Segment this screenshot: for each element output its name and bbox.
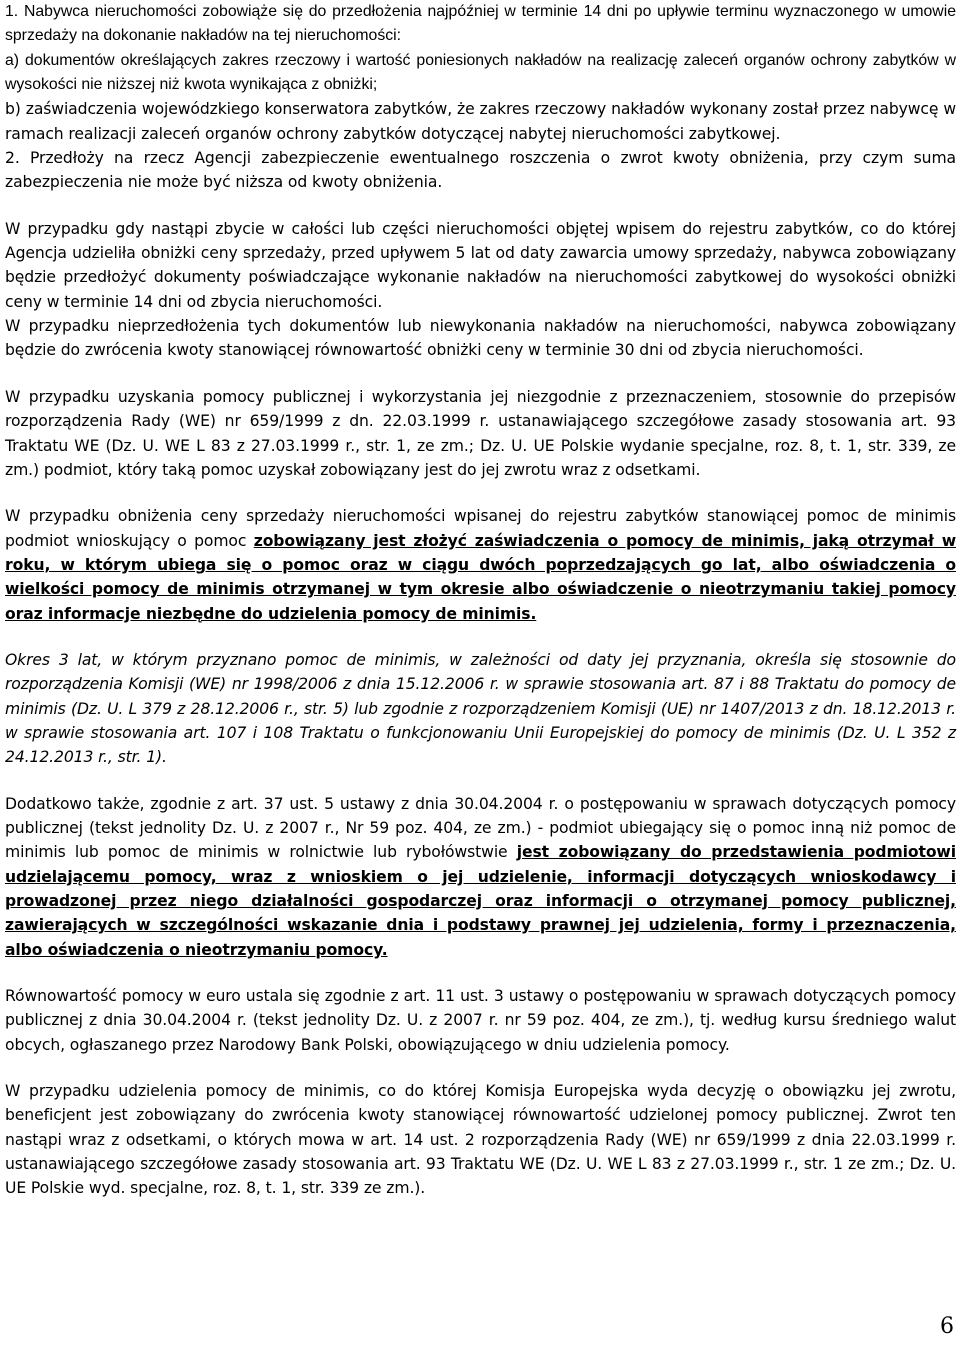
- obligation-2: 2. Przedłoży na rzecz Agencji zabezpieczenie ewentualnego roszczenia o zwrot kwoty obniżenia, przy czym suma zabezpieczenia nie może być niższa od kwoty obniżenia.: [5, 149, 956, 192]
- non-submission-paragraph: W przypadku nieprzedłożenia tych dokumentów lub niewykonania nakładów na nieruchomości, nabywca zobowiązany będzie do zwrócenia kwoty stanowiącej równowartość obniżki ceny w terminie 30 dni od zbycia nieruchomości.: [5, 317, 956, 360]
- de-minimis-text: W przypadku obniżenia ceny sprzedaży nieruchomości wpisanej do rejestru zabytków stanowiącej pomoc de minimis podmiot wnioskujący o pomoc: [5, 507, 956, 550]
- three-year-period-paragraph: Okres 3 lat, w którym przyznano pomoc de minimis, w zależności od daty jej przyznania, określa się stosownie do rozporządzenia Komisji (WE) nr 1998/2006 z dnia 15.12.2006 r. w sprawie stosowania art. 87 i 88 Traktatu do pomocy de minimis (Dz. U. L 379 z 28.12.2006 r., str. 5) lub zgodnie z rozporządzeniem Komisji (UE) nr 1407/2013 z dn. 18.12.2013 r. w sprawie stosowania art. 107 i 108 Traktatu o funkcjonowaniu Unii Europejskiej do pomocy de minimis (Dz. U. L 352 z 24.12.2013 r., str. 1).: [5, 650, 956, 767]
- disposal-section: [5, 217, 956, 363]
- disposal-paragraph: W przypadku gdy nastąpi zbycie w całości lub części nieruchomości objętej wpisem do rejestru zabytków, co do której Agencja udzieliła obniżki ceny sprzedaży, przed upływem 5 lat od daty zawarcia umowy sprzedaży, nabywca zobowiązany będzie przedłożyć dokumenty poświadczające wykonanie nakładów na nieruchomości zabytkowej do wysokości obniżki ceny w terminie 14 dni od zbycia nieruchomości.: [5, 219, 956, 311]
- obligation-1a: a) dokumentów określających zakres rzeczowy i wartość poniesionych nakładów na realizację zaleceń organów ochrony zabytków w wysokości nie niższej niż kwota wynikająca z obniżki;: [5, 51, 956, 94]
- obligation-1b: b) zaświadczenia wojewódzkiego konserwatora zabytków, że zakres rzeczowy nakładów wykonany został przez nabywcę w ramach realizacji zaleceń organów ochrony zabytków dotyczącej nabytej nieruchomości zabytkowej.: [5, 100, 956, 143]
- page-number: 6: [940, 1314, 954, 1339]
- additional-info-obligation-emphasis: jest zobowiązany do przedstawienia podmiotowi udzielającemu pomocy, wraz z wnioskiem o jej udzielenie, informacji dotyczących wnioskodawcy i prowadzonej przez niego działalności gospodarczej oraz informacji o otrzymanej pomocy publicznej, zawierających w szczególności wskazanie dnia i podstawy prawnej jej udzielenia, formy i przeznaczenia, albo oświadczenia o nieotrzymaniu pomocy.: [5, 843, 956, 959]
- de-minimis-paragraph: [5, 504, 956, 626]
- obligations-section: [5, 0, 956, 195]
- public-aid-return-paragraph: W przypadku uzyskania pomocy publicznej i wykorzystania jej niezgodnie z przeznaczeniem, stosownie do przepisów rozporządzenia Rady (WE) nr 659/1999 z dn. 22.03.1999 r. ustanawiającego szczegółowe zasady stosowania art. 93 Traktatu WE (Dz. U. WE L 83 z 27.03.1999 r., str. 1, ze zm.; Dz. U. UE Polskie wydanie specjalne, roz. 8, t. 1, str. 339, ze zm.) podmiot, który taką pomoc uzyskał zobowiązany jest do jej zwrotu wraz z odsetkami.: [5, 387, 956, 479]
- commission-decision-paragraph: W przypadku udzielenia pomocy de minimis, co do której Komisja Europejska wyda decyzję o obowiązku jej zwrotu, beneficjent jest zobowiązany do zwrócenia kwoty stanowiącej równowartość udzielonej pomocy publicznej. Zwrot ten nastąpi wraz z odsetkami, o których mowa w art. 14 ust. 2 rozporządzenia Rady (WE) nr 659/1999 z dnia 22.03.1999 r. ustanawiającego szczegółowe zasady stosowania art. 93 Traktatu WE (Dz. U. WE L 83 z 27.03.1999 r., str. 1 ze zm.; Dz. U. UE Polskie wyd. specjalne, roz. 8, t. 1, str. 339 ze zm.).: [5, 1082, 956, 1198]
- additional-info-text: Dodatkowo także, zgodnie z art. 37 ust. 5 ustawy z dnia 30.04.2004 r. o postępowaniu w sprawach dotyczących pomocy publicznej (tekst jednolity Dz. U. z 2007 r., Nr 59 poz. 404, ze zm.) - podmiot ubiegający się o pomoc inną niż pomoc de minimis lub pomoc de minimis w rolnictwie lub rybołówstwie: [5, 794, 956, 862]
- additional-info-paragraph: [5, 792, 956, 962]
- euro-equivalent-paragraph: Równowartość pomocy w euro ustala się zgodnie z art. 11 ust. 3 ustawy o postępowaniu w sprawach dotyczących pomocy publicznej z dnia 30.04.2004 r. (tekst jednolity Dz. U. z 2007 r. nr 59 poz. 404, ze zm.), tj. według kursu średniego walut obcych, ogłaszanego przez Narodowy Bank Polski, obowiązującego w dniu udzielenia pomocy.: [5, 987, 956, 1054]
- document-page: [5, 0, 956, 1201]
- obligation-1: 1. Nabywca nieruchomości zobowiąże się do przedłożenia najpóźniej w terminie 14 dni po upływie terminu wyznaczonego w umowie sprzedaży na dokonanie nakładów na tej nieruchomości:: [5, 3, 956, 45]
- de-minimis-obligation-emphasis: zobowiązany jest złożyć zaświadczenia o pomocy de minimis, jaką otrzymał w roku, w którym ubiega się o pomoc oraz w ciągu dwóch poprzedzających go lat, albo oświadczenia o wielkości pomocy de minimis otrzymanej w tym okresie albo oświadczenie o nieotrzymaniu takiej pomocy oraz informacje niezbędne do udzielenia pomocy de minimis.: [5, 531, 956, 623]
